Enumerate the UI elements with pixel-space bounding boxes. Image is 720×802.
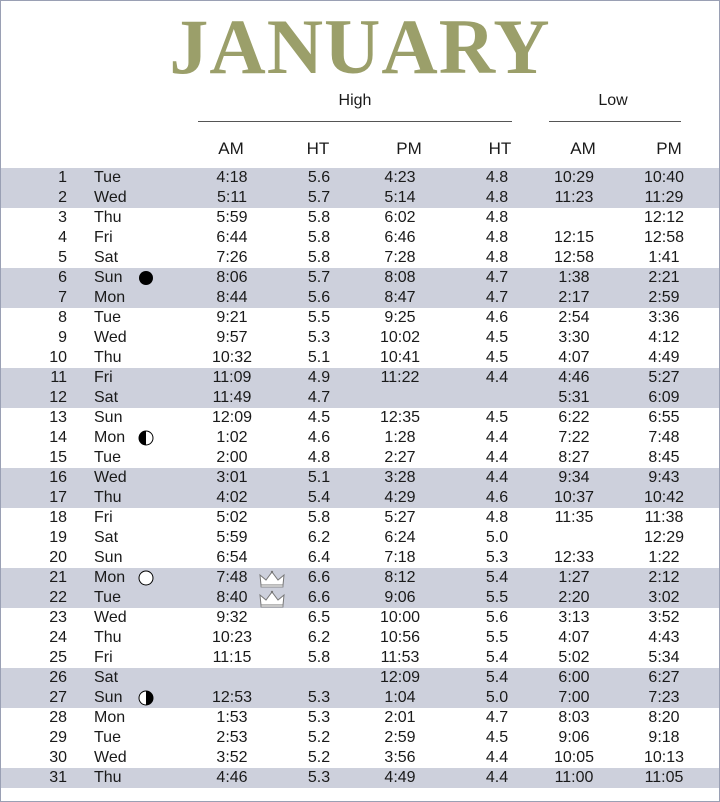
high-pm-height: 4.4 bbox=[485, 369, 509, 386]
high-am-height: 5.2 bbox=[307, 729, 331, 746]
date-cell: 7 bbox=[58, 289, 67, 306]
high-am-height: 5.7 bbox=[307, 269, 331, 286]
high-am-time: 2:00 bbox=[216, 449, 248, 466]
high-am-height: 6.6 bbox=[307, 569, 331, 586]
low-pm-time: 5:34 bbox=[648, 649, 680, 666]
date-cell: 24 bbox=[49, 629, 67, 646]
high-pm-time: 9:06 bbox=[384, 589, 416, 606]
date-cell: 2 bbox=[58, 189, 67, 206]
date-cell: 3 bbox=[58, 209, 67, 226]
high-pm-height: 5.4 bbox=[485, 569, 509, 586]
high-pm-time: 10:41 bbox=[379, 349, 421, 366]
high-am-height: 6.2 bbox=[307, 629, 331, 646]
high-am-height: 6.5 bbox=[307, 609, 331, 626]
day-cell: Mon bbox=[94, 709, 126, 726]
high-am-time: 6:44 bbox=[216, 229, 248, 246]
high-pm-time: 4:29 bbox=[384, 489, 416, 506]
date-cell: 29 bbox=[49, 729, 67, 746]
date-cell: 12 bbox=[49, 389, 67, 406]
day-cell: Tue bbox=[94, 449, 121, 466]
high-am-time: 10:23 bbox=[211, 629, 253, 646]
day-cell: Mon bbox=[94, 429, 126, 446]
low-am-time: 10:05 bbox=[553, 749, 595, 766]
low-pm-time: 10:42 bbox=[643, 489, 685, 506]
low-pm-time: 10:13 bbox=[643, 749, 685, 766]
high-am-time: 3:01 bbox=[216, 469, 248, 486]
table-row bbox=[1, 748, 719, 768]
high-am-time: 11:49 bbox=[212, 389, 252, 406]
high-am-height: 5.4 bbox=[307, 489, 331, 506]
table-row bbox=[1, 288, 719, 308]
high-pm-time: 4:49 bbox=[384, 769, 416, 786]
date-cell: 22 bbox=[49, 589, 67, 606]
high-am-time: 9:21 bbox=[216, 309, 248, 326]
low-am-time: 7:22 bbox=[558, 429, 590, 446]
high-pm-time: 10:56 bbox=[379, 629, 421, 646]
table-row bbox=[1, 228, 719, 248]
low-pm-time: 12:29 bbox=[643, 529, 685, 546]
high-am-height: 5.3 bbox=[307, 329, 331, 346]
low-pm-time: 11:29 bbox=[644, 189, 684, 206]
date-cell: 28 bbox=[49, 709, 67, 726]
high-am-time: 7:26 bbox=[216, 249, 248, 266]
high-pm-height: 4.7 bbox=[485, 709, 509, 726]
date-cell: 14 bbox=[49, 429, 67, 446]
high-pm-height: 4.4 bbox=[485, 429, 509, 446]
low-am-time: 3:30 bbox=[558, 329, 590, 346]
king-tide-crown-icon bbox=[258, 590, 286, 608]
high-am-time: 11:09 bbox=[212, 369, 252, 386]
high-pm-time: 8:12 bbox=[384, 569, 416, 586]
high-am-time: 8:40 bbox=[216, 589, 248, 606]
low-pm-time: 8:20 bbox=[648, 709, 680, 726]
high-am-time: 6:54 bbox=[216, 549, 248, 566]
high-pm-time bbox=[365, 388, 435, 408]
high-am-time: 9:32 bbox=[216, 609, 248, 626]
table-row bbox=[1, 248, 719, 268]
low-pm-time: 3:36 bbox=[648, 309, 680, 326]
low-am-time: 11:23 bbox=[554, 189, 594, 206]
high-am-time: 2:53 bbox=[216, 729, 248, 746]
high-pm-time: 8:08 bbox=[384, 269, 416, 286]
low-pm-time: 6:55 bbox=[648, 409, 680, 426]
high-pm-height: 4.5 bbox=[485, 729, 509, 746]
last-quarter-icon bbox=[138, 690, 154, 706]
high-pm-time: 2:27 bbox=[384, 449, 416, 466]
header-low-am: AM bbox=[570, 139, 596, 158]
low-am-time: 1:38 bbox=[558, 269, 590, 286]
table-row bbox=[1, 448, 719, 468]
high-pm-height: 5.0 bbox=[485, 529, 509, 546]
low-pm-time: 8:45 bbox=[648, 449, 680, 466]
high-pm-height: 4.4 bbox=[485, 749, 509, 766]
table-row bbox=[1, 468, 719, 488]
date-cell: 16 bbox=[49, 469, 67, 486]
high-am-height: 5.6 bbox=[307, 289, 331, 306]
high-pm-height bbox=[467, 388, 527, 408]
table-row bbox=[1, 588, 719, 608]
high-am-time: 5:59 bbox=[216, 529, 248, 546]
day-cell: Tue bbox=[94, 729, 121, 746]
table-row bbox=[1, 208, 719, 228]
low-am-time: 4:07 bbox=[558, 349, 590, 366]
day-cell: Sat bbox=[94, 529, 119, 546]
tide-table bbox=[1, 168, 719, 788]
low-am-time: 4:07 bbox=[558, 629, 590, 646]
table-row bbox=[1, 768, 719, 788]
low-am-time: 10:37 bbox=[553, 489, 595, 506]
low-am-time: 11:00 bbox=[554, 769, 594, 786]
day-cell: Mon bbox=[94, 569, 126, 586]
low-group-label: Low bbox=[598, 92, 628, 109]
high-am-height: 4.8 bbox=[307, 449, 331, 466]
date-cell: 23 bbox=[49, 609, 67, 626]
high-pm-height: 4.8 bbox=[485, 209, 509, 226]
table-row bbox=[1, 648, 719, 668]
high-am-time: 5:02 bbox=[216, 509, 248, 526]
day-cell: Sat bbox=[94, 669, 119, 686]
header-high-ht-pm: HT bbox=[488, 139, 512, 158]
date-cell: 13 bbox=[49, 409, 67, 426]
day-cell: Tue bbox=[94, 309, 121, 326]
high-am-time: 11:15 bbox=[212, 649, 252, 666]
high-am-time: 1:53 bbox=[216, 709, 248, 726]
header-high-pm: PM bbox=[396, 139, 422, 158]
day-cell: Thu bbox=[94, 349, 122, 366]
low-pm-time: 11:38 bbox=[644, 509, 684, 526]
table-row bbox=[1, 488, 719, 508]
date-cell: 8 bbox=[58, 309, 67, 326]
high-am-time: 9:57 bbox=[216, 329, 248, 346]
high-pm-height: 5.0 bbox=[485, 689, 509, 706]
high-pm-time: 7:18 bbox=[384, 549, 416, 566]
table-row bbox=[1, 528, 719, 548]
low-am-time: 6:00 bbox=[558, 669, 590, 686]
high-pm-time: 1:28 bbox=[384, 429, 416, 446]
high-am-height: 5.8 bbox=[307, 249, 331, 266]
day-cell: Thu bbox=[94, 489, 122, 506]
low-am-time: 2:54 bbox=[558, 309, 590, 326]
high-pm-height: 4.8 bbox=[485, 229, 509, 246]
high-am-height: 5.8 bbox=[307, 509, 331, 526]
day-cell: Wed bbox=[94, 189, 127, 206]
high-am-height: 4.9 bbox=[307, 369, 331, 386]
high-group-rule bbox=[198, 121, 512, 122]
high-am-time: 8:06 bbox=[216, 269, 248, 286]
high-pm-time: 11:22 bbox=[380, 369, 420, 386]
table-row bbox=[1, 168, 719, 188]
table-row bbox=[1, 568, 719, 588]
low-group-rule bbox=[549, 121, 681, 122]
high-pm-time: 5:14 bbox=[384, 189, 416, 206]
low-am-time: 3:13 bbox=[558, 609, 590, 626]
high-pm-height: 4.8 bbox=[485, 169, 509, 186]
low-pm-time: 7:23 bbox=[648, 689, 680, 706]
high-pm-height: 4.8 bbox=[485, 509, 509, 526]
high-pm-time: 2:01 bbox=[384, 709, 416, 726]
day-cell: Fri bbox=[94, 229, 113, 246]
day-cell: Sun bbox=[94, 269, 123, 286]
low-pm-time: 12:58 bbox=[643, 229, 685, 246]
high-am-time: 8:44 bbox=[216, 289, 248, 306]
high-am-time bbox=[197, 668, 267, 688]
high-am-height: 4.5 bbox=[307, 409, 331, 426]
day-cell: Thu bbox=[94, 629, 122, 646]
low-pm-time: 4:43 bbox=[648, 629, 680, 646]
low-pm-time: 2:12 bbox=[648, 569, 680, 586]
low-pm-time: 6:09 bbox=[648, 389, 680, 406]
high-am-time: 4:02 bbox=[216, 489, 248, 506]
high-pm-height: 4.4 bbox=[485, 469, 509, 486]
table-row bbox=[1, 368, 719, 388]
high-pm-height: 4.4 bbox=[485, 449, 509, 466]
table-row bbox=[1, 508, 719, 528]
date-cell: 6 bbox=[58, 269, 67, 286]
high-am-height: 6.4 bbox=[307, 549, 331, 566]
high-pm-time: 3:56 bbox=[384, 749, 416, 766]
low-pm-time: 9:18 bbox=[648, 729, 680, 746]
high-am-height: 4.7 bbox=[307, 389, 331, 406]
day-cell: Wed bbox=[94, 609, 127, 626]
low-am-time: 7:00 bbox=[558, 689, 590, 706]
table-row bbox=[1, 388, 719, 408]
high-am-time: 4:46 bbox=[216, 769, 248, 786]
high-pm-time: 10:00 bbox=[379, 609, 421, 626]
low-am-time: 12:58 bbox=[553, 249, 595, 266]
high-pm-time: 4:23 bbox=[384, 169, 416, 186]
high-am-height: 6.2 bbox=[307, 529, 331, 546]
low-pm-time: 1:41 bbox=[648, 249, 680, 266]
low-pm-time: 10:40 bbox=[643, 169, 685, 186]
low-pm-time: 3:52 bbox=[648, 609, 680, 626]
day-cell: Thu bbox=[94, 209, 122, 226]
high-pm-time: 6:46 bbox=[384, 229, 416, 246]
king-tide-crown-icon bbox=[258, 570, 286, 588]
header-low-pm: PM bbox=[656, 139, 682, 158]
day-cell: Fri bbox=[94, 649, 113, 666]
high-pm-time: 2:59 bbox=[384, 729, 416, 746]
date-cell: 9 bbox=[58, 329, 67, 346]
table-row bbox=[1, 728, 719, 748]
high-am-height: 5.3 bbox=[307, 709, 331, 726]
date-cell: 19 bbox=[49, 529, 67, 546]
high-pm-height: 5.4 bbox=[485, 669, 509, 686]
table-row bbox=[1, 348, 719, 368]
low-pm-time: 9:43 bbox=[648, 469, 680, 486]
low-am-time: 8:27 bbox=[558, 449, 590, 466]
high-am-height: 5.8 bbox=[307, 649, 331, 666]
day-cell: Sun bbox=[94, 689, 123, 706]
high-pm-time: 12:09 bbox=[379, 669, 421, 686]
high-am-height: 5.7 bbox=[307, 189, 331, 206]
high-am-height: 5.6 bbox=[307, 169, 331, 186]
day-cell: Wed bbox=[94, 749, 127, 766]
day-cell: Wed bbox=[94, 329, 127, 346]
table-row bbox=[1, 188, 719, 208]
low-am-time: 11:35 bbox=[554, 509, 594, 526]
low-pm-time: 2:21 bbox=[648, 269, 680, 286]
high-am-height: 5.2 bbox=[307, 749, 331, 766]
high-am-height: 5.8 bbox=[307, 209, 331, 226]
table-row bbox=[1, 548, 719, 568]
day-cell: Wed bbox=[94, 469, 127, 486]
high-am-height: 5.3 bbox=[307, 769, 331, 786]
table-row bbox=[1, 328, 719, 348]
low-pm-time: 7:48 bbox=[648, 429, 680, 446]
high-pm-height: 4.7 bbox=[485, 289, 509, 306]
high-pm-time: 6:02 bbox=[384, 209, 416, 226]
high-pm-time: 5:27 bbox=[384, 509, 416, 526]
high-am-height: 6.6 bbox=[307, 589, 331, 606]
date-cell: 31 bbox=[49, 769, 67, 786]
high-pm-height: 5.6 bbox=[485, 609, 509, 626]
high-pm-height: 4.7 bbox=[485, 269, 509, 286]
date-cell: 11 bbox=[50, 369, 67, 386]
high-am-time: 10:32 bbox=[211, 349, 253, 366]
low-am-time: 2:17 bbox=[558, 289, 590, 306]
high-pm-height: 4.8 bbox=[485, 189, 509, 206]
low-am-time: 10:29 bbox=[553, 169, 595, 186]
table-row bbox=[1, 688, 719, 708]
day-cell: Fri bbox=[94, 369, 113, 386]
low-pm-time: 2:59 bbox=[648, 289, 680, 306]
date-cell: 18 bbox=[49, 509, 67, 526]
table-row bbox=[1, 428, 719, 448]
high-pm-height: 4.6 bbox=[485, 489, 509, 506]
low-am-time: 8:03 bbox=[558, 709, 590, 726]
low-pm-time: 3:02 bbox=[648, 589, 680, 606]
date-cell: 20 bbox=[49, 549, 67, 566]
high-pm-time: 9:25 bbox=[384, 309, 416, 326]
date-cell: 25 bbox=[49, 649, 67, 666]
day-cell: Mon bbox=[94, 289, 126, 306]
day-cell: Fri bbox=[94, 509, 113, 526]
low-am-time: 9:34 bbox=[558, 469, 590, 486]
table-row bbox=[1, 628, 719, 648]
high-am-height: 4.6 bbox=[307, 429, 331, 446]
table-row bbox=[1, 268, 719, 288]
high-am-time: 7:48 bbox=[216, 569, 248, 586]
low-pm-time: 4:12 bbox=[648, 329, 680, 346]
low-am-time: 9:06 bbox=[558, 729, 590, 746]
high-am-time: 5:59 bbox=[216, 209, 248, 226]
date-cell: 5 bbox=[58, 249, 67, 266]
high-pm-time: 1:04 bbox=[384, 689, 416, 706]
low-pm-time: 5:27 bbox=[648, 369, 680, 386]
day-cell: Thu bbox=[94, 769, 122, 786]
date-cell: 1 bbox=[58, 169, 67, 186]
date-cell: 27 bbox=[49, 689, 67, 706]
high-am-height: 5.5 bbox=[307, 309, 331, 326]
high-pm-time: 11:53 bbox=[380, 649, 420, 666]
high-am-height: 5.1 bbox=[307, 469, 331, 486]
low-pm-time: 1:22 bbox=[648, 549, 680, 566]
low-am-time: 6:22 bbox=[558, 409, 590, 426]
table-row bbox=[1, 668, 719, 688]
high-pm-height: 4.5 bbox=[485, 409, 509, 426]
high-pm-time: 12:35 bbox=[379, 409, 421, 426]
low-am-time: 12:15 bbox=[553, 229, 595, 246]
low-pm-time: 12:12 bbox=[643, 209, 685, 226]
high-am-height: 5.1 bbox=[307, 349, 331, 366]
low-am-time bbox=[539, 528, 609, 548]
date-cell: 4 bbox=[58, 229, 67, 246]
high-am-time: 12:53 bbox=[211, 689, 253, 706]
low-am-time bbox=[539, 208, 609, 228]
day-cell: Sat bbox=[94, 389, 119, 406]
day-cell: Sat bbox=[94, 249, 119, 266]
low-pm-time: 11:05 bbox=[644, 769, 684, 786]
low-pm-time: 4:49 bbox=[648, 349, 680, 366]
high-pm-time: 3:28 bbox=[384, 469, 416, 486]
high-pm-time: 8:47 bbox=[384, 289, 416, 306]
high-pm-height: 5.5 bbox=[485, 589, 509, 606]
high-pm-height: 5.4 bbox=[485, 649, 509, 666]
high-pm-height: 4.8 bbox=[485, 249, 509, 266]
high-pm-height: 4.6 bbox=[485, 309, 509, 326]
high-am-height: 5.3 bbox=[307, 689, 331, 706]
high-pm-height: 4.4 bbox=[485, 769, 509, 786]
low-pm-time: 6:27 bbox=[648, 669, 680, 686]
first-quarter-icon bbox=[138, 430, 154, 446]
date-cell: 26 bbox=[49, 669, 67, 686]
high-am-time: 5:11 bbox=[217, 189, 247, 206]
table-row bbox=[1, 408, 719, 428]
high-am-time: 3:52 bbox=[216, 749, 248, 766]
high-am-time: 12:09 bbox=[211, 409, 253, 426]
low-am-time: 5:31 bbox=[558, 389, 590, 406]
date-cell: 17 bbox=[49, 489, 67, 506]
day-cell: Sun bbox=[94, 409, 123, 426]
high-am-height: 5.8 bbox=[307, 229, 331, 246]
high-am-time: 4:18 bbox=[216, 169, 248, 186]
date-cell: 15 bbox=[49, 449, 67, 466]
day-cell: Tue bbox=[94, 169, 121, 186]
date-cell: 21 bbox=[49, 569, 67, 586]
high-pm-height: 4.5 bbox=[485, 349, 509, 366]
high-am-time: 1:02 bbox=[216, 429, 248, 446]
low-am-time: 2:20 bbox=[558, 589, 590, 606]
high-pm-height: 5.3 bbox=[485, 549, 509, 566]
date-cell: 30 bbox=[49, 749, 67, 766]
new-moon-icon bbox=[138, 270, 154, 286]
low-am-time: 5:02 bbox=[558, 649, 590, 666]
table-row bbox=[1, 608, 719, 628]
high-am-height bbox=[289, 668, 349, 688]
high-pm-time: 10:02 bbox=[379, 329, 421, 346]
date-cell: 10 bbox=[49, 349, 67, 366]
day-cell: Sun bbox=[94, 549, 123, 566]
table-row bbox=[1, 308, 719, 328]
table-row bbox=[1, 708, 719, 728]
high-pm-time: 6:24 bbox=[384, 529, 416, 546]
high-pm-time: 7:28 bbox=[384, 249, 416, 266]
page-title: JANUARY bbox=[169, 3, 551, 90]
high-pm-height: 5.5 bbox=[485, 629, 509, 646]
full-moon-icon bbox=[138, 570, 154, 586]
low-am-time: 4:46 bbox=[558, 369, 590, 386]
low-am-time: 1:27 bbox=[558, 569, 590, 586]
low-am-time: 12:33 bbox=[553, 549, 595, 566]
high-group-label: High bbox=[338, 92, 372, 109]
header-high-ht-am: HT bbox=[306, 139, 330, 158]
day-cell: Tue bbox=[94, 589, 121, 606]
header-high-am: AM bbox=[218, 139, 244, 158]
high-pm-height: 4.5 bbox=[485, 329, 509, 346]
